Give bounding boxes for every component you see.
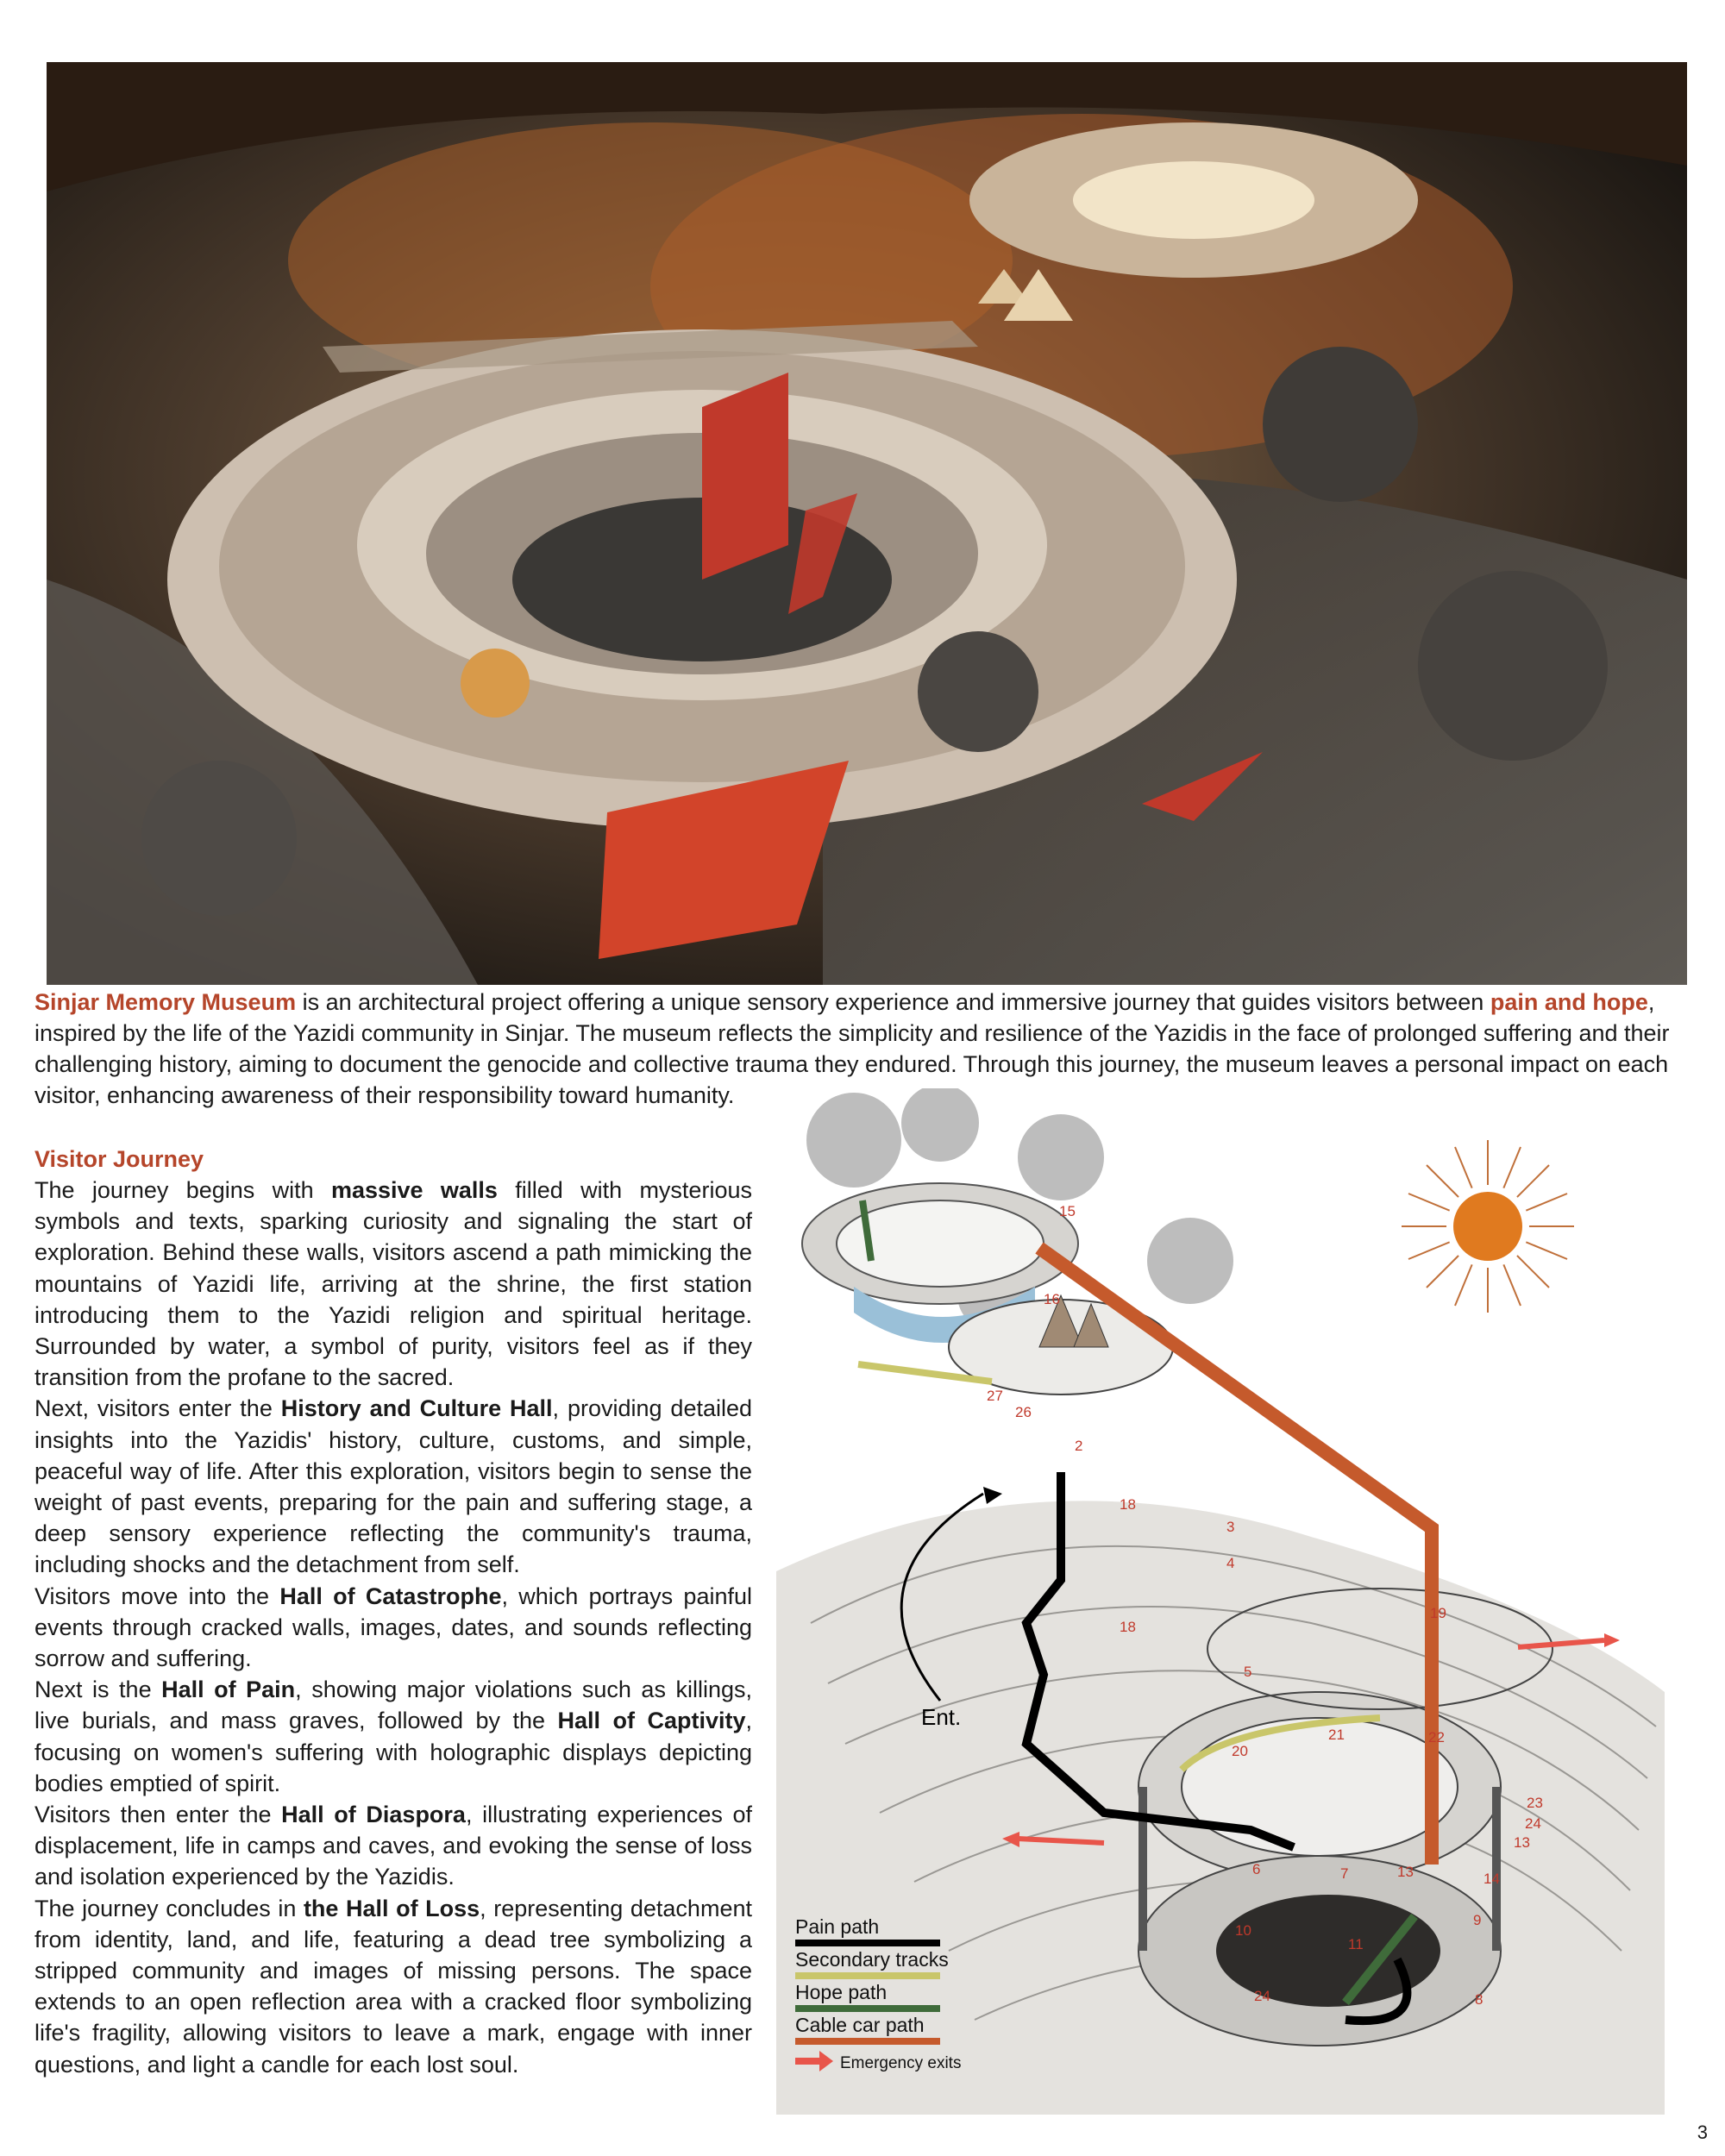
station-number: 14 — [1484, 1871, 1500, 1887]
entrance-arrowhead — [983, 1487, 1002, 1504]
intro-text-2: , inspired by the life of the Yazidi community in Sinjar. The museum reflects the simplicity and resilience of the Yazidis in the face of prolonged suffering and their challenging history, aiming to document the genocide and collective trauma they endured. Through this journey, the museum leaves a personal impact on each visitor, enhancing awareness of their responsibility toward humanity. — [34, 989, 1670, 1108]
p4-text: Next is the — [34, 1677, 162, 1703]
entrance-label: Ent. — [921, 1704, 962, 1730]
p4-text-3: , focusing on women's suffering with holographic displays depicting bodies emptied of spirit. — [34, 1708, 752, 1796]
p6-bold: the Hall of Loss — [303, 1895, 480, 1921]
museum-title: Sinjar Memory Museum — [34, 989, 297, 1015]
legend-pain-swatch — [795, 1940, 940, 1946]
journey-paragraph-2 — [34, 1393, 752, 1580]
station-number: 23 — [1527, 1795, 1543, 1811]
legend-secondary-swatch — [795, 1972, 940, 1979]
station-number: 2 — [1075, 1438, 1083, 1454]
station-number: 18 — [1120, 1496, 1136, 1513]
station-number: 9 — [1473, 1912, 1482, 1928]
legend-cable-swatch — [795, 2038, 940, 2045]
station-number: 3 — [1226, 1519, 1235, 1535]
station-number: 6 — [1252, 1861, 1261, 1877]
station-number: 11 — [1348, 1936, 1364, 1952]
journey-paragraph-1 — [34, 1175, 752, 1393]
station-number: 21 — [1328, 1727, 1345, 1743]
p6-text-2: , representing detachment from identity, land, and life, featuring a dead tree symbolizing a stripped community and images of missing persons. The space extends to an open reflection area with a cracked floor symbolizing life's fragility, allowing visitors to leave a mark, engage with inner questions, and light a candle for each lost soul. — [34, 1895, 752, 2078]
p4-text-2: , showing major violations such as killings, live burials, and mass graves, followed by the — [34, 1677, 752, 1734]
legend-cable-label: Cable car path — [795, 2014, 925, 2036]
render-illustration — [47, 62, 1687, 985]
station-number: 15 — [1059, 1203, 1076, 1219]
p2-bold: History and Culture Hall — [280, 1395, 553, 1422]
station-number: 24 — [1525, 1815, 1541, 1832]
p3-bold: Hall of Catastrophe — [279, 1583, 502, 1609]
sun-icon — [1402, 1140, 1574, 1313]
p1-text-2: filled with mysterious symbols and texts, sparking curiosity and signaling the start of exploration. Behind these walls, visitors ascend a path mimicking the mountains of Yazidi life, arriving at the shrine, the first station introducing them to the Yazidi religion and spiritual heritage. Surrounded by water, a symbol of purity, visitors feel as if they transition from the profane to the sacred. — [34, 1177, 752, 1391]
visitor-journey-section — [34, 1144, 752, 2080]
p1-text: The journey begins with — [34, 1177, 331, 1203]
diagram-svg — [776, 1088, 1665, 2115]
p2-text-2: , providing detailed insights into the Yazidis' history, culture, customs, and simple, peaceful way of life. After this exploration, visitors begin to sense the weight of past events, preparing for the pain and suffering stage, a deep sensory experience reflecting the community's trauma, including shocks and the detachment from self. — [34, 1395, 753, 1578]
journey-paragraph-5 — [34, 1799, 752, 1893]
station-number: 24 — [1254, 1988, 1270, 2004]
station-number: 18 — [1120, 1619, 1136, 1635]
museum-aerial-render — [47, 62, 1687, 985]
station-number: 8 — [1475, 1991, 1484, 2008]
p5-text: Visitors then enter the — [34, 1802, 282, 1828]
journey-axonometric-diagram — [776, 1088, 1665, 2115]
station-number: 13 — [1514, 1834, 1530, 1851]
station-number: 16 — [1044, 1291, 1060, 1307]
station-number: 13 — [1397, 1864, 1414, 1880]
intro-highlight: pain and hope — [1490, 989, 1648, 1015]
p6-text: The journey concludes in — [34, 1895, 304, 1921]
station-number: 26 — [1015, 1404, 1032, 1420]
legend-pain-label: Pain path — [795, 1915, 880, 1938]
p1-bold: massive walls — [330, 1177, 498, 1203]
page-number: 3 — [1697, 2122, 1708, 2143]
legend-hope-swatch — [795, 2005, 940, 2012]
station-number: 5 — [1244, 1664, 1252, 1680]
p4-bold: Hall of Pain — [161, 1677, 296, 1703]
station-number: 4 — [1226, 1555, 1235, 1571]
p2-text: Next, visitors enter the — [34, 1395, 281, 1422]
journey-paragraph-4 — [34, 1674, 752, 1799]
station-number: 10 — [1235, 1922, 1251, 1939]
p3-text: Visitors move into the — [34, 1583, 280, 1609]
station-number: 7 — [1340, 1865, 1349, 1882]
p4-bold-2: Hall of Captivity — [557, 1708, 746, 1734]
journey-paragraph-6 — [34, 1893, 752, 2080]
p5-bold: Hall of Diaspora — [281, 1802, 466, 1828]
legend-secondary-label: Secondary tracks — [795, 1948, 949, 1971]
p5-text-2: , illustrating experiences of displacement, life in camps and caves, and evoking the sense of loss and isolation experienced by the Yazidis. — [34, 1802, 752, 1890]
station-number: 27 — [987, 1388, 1003, 1404]
legend-hope-label: Hope path — [795, 1981, 888, 2003]
station-number: 22 — [1428, 1729, 1445, 1745]
intro-text-1: is an architectural project offering a unique sensory experience and immersive journey that guides visitors between — [296, 989, 1490, 1015]
station-number: 20 — [1232, 1743, 1248, 1759]
journey-paragraph-3 — [34, 1581, 752, 1675]
p3-text-2: , which portrays painful events through cracked walls, images, dates, and sounds reflecting sorrow and suffering. — [34, 1583, 752, 1672]
shrine-ring — [802, 1183, 1173, 1395]
legend-emergency-label: Emergency exits — [840, 2054, 962, 2072]
station-number: 19 — [1430, 1605, 1446, 1621]
visitor-journey-heading: Visitor Journey — [34, 1146, 204, 1172]
